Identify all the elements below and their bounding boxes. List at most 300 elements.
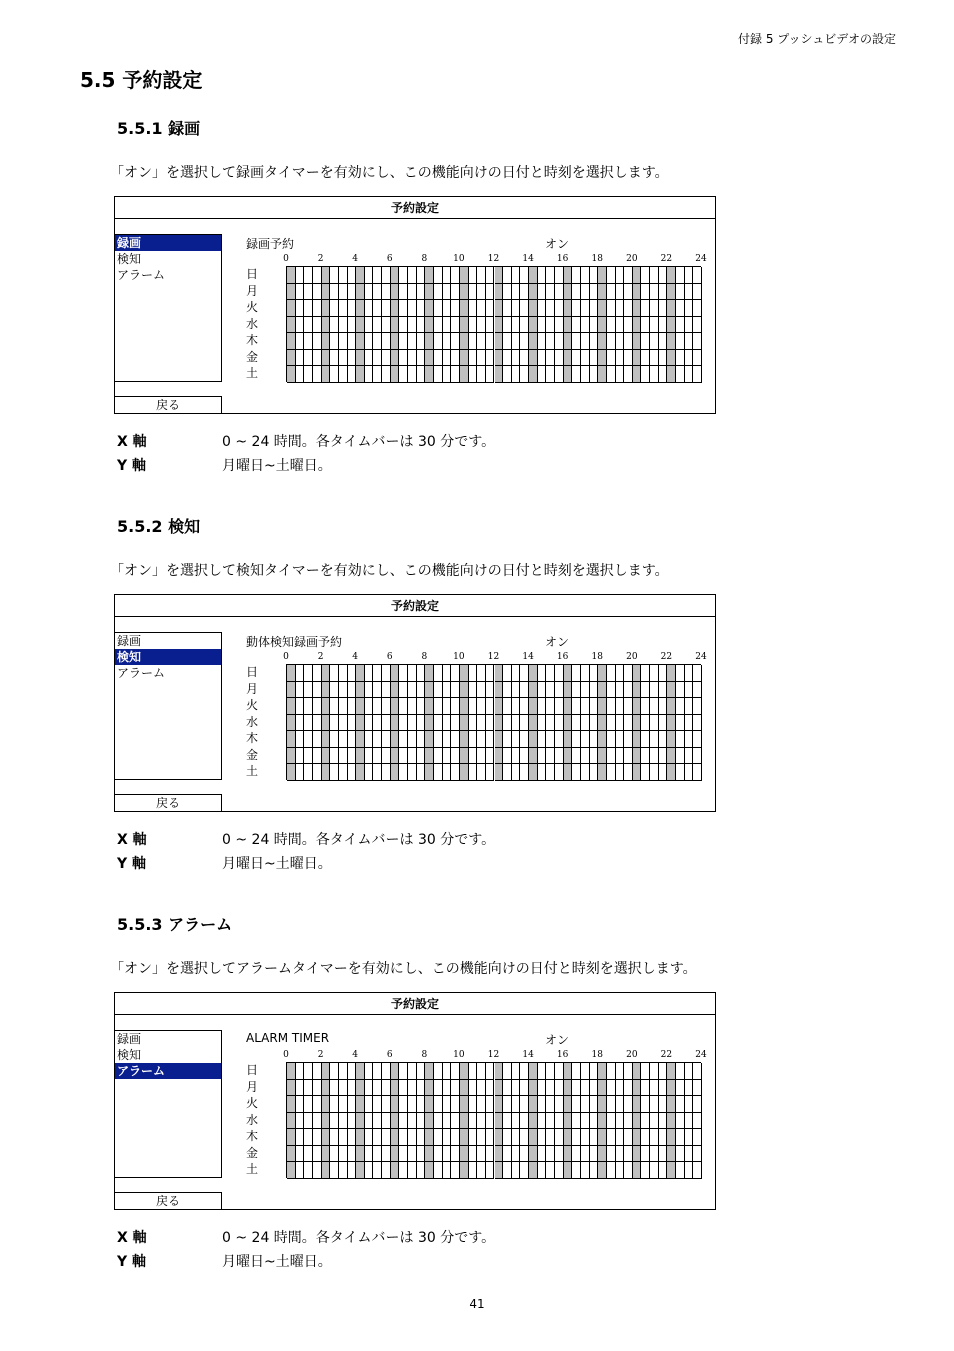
time-slot-cell[interactable]: [495, 300, 504, 317]
time-slot-cell[interactable]: [425, 748, 434, 765]
time-slot-cell[interactable]: [538, 1096, 547, 1113]
time-slot-cell[interactable]: [520, 366, 529, 383]
time-slot-cell[interactable]: [546, 1162, 555, 1179]
time-slot-cell[interactable]: [304, 300, 313, 317]
time-slot-cell[interactable]: [495, 1063, 504, 1080]
time-slot-cell[interactable]: [693, 300, 702, 317]
time-slot-cell[interactable]: [313, 764, 322, 781]
time-slot-cell[interactable]: [451, 267, 460, 284]
time-slot-cell[interactable]: [391, 284, 400, 301]
time-slot-cell[interactable]: [365, 1096, 374, 1113]
time-slot-cell[interactable]: [313, 715, 322, 732]
time-slot-cell[interactable]: [633, 748, 642, 765]
time-slot-cell[interactable]: [650, 1080, 659, 1097]
time-slot-cell[interactable]: [503, 300, 512, 317]
time-slot-cell[interactable]: [659, 267, 668, 284]
time-slot-cell[interactable]: [348, 1080, 357, 1097]
time-slot-cell[interactable]: [373, 1063, 382, 1080]
time-slot-cell[interactable]: [417, 267, 426, 284]
time-slot-cell[interactable]: [581, 1146, 590, 1163]
time-slot-cell[interactable]: [348, 300, 357, 317]
time-slot-cell[interactable]: [339, 1113, 348, 1130]
time-slot-cell[interactable]: [304, 731, 313, 748]
time-slot-cell[interactable]: [520, 267, 529, 284]
time-slot-cell[interactable]: [443, 284, 452, 301]
time-slot-cell[interactable]: [296, 748, 305, 765]
time-slot-cell[interactable]: [512, 682, 521, 699]
time-slot-cell[interactable]: [503, 1146, 512, 1163]
time-slot-cell[interactable]: [486, 698, 495, 715]
time-slot-cell[interactable]: [391, 300, 400, 317]
time-slot-cell[interactable]: [529, 748, 538, 765]
time-slot-cell[interactable]: [469, 1146, 478, 1163]
time-slot-cell[interactable]: [581, 1063, 590, 1080]
time-slot-cell[interactable]: [417, 1113, 426, 1130]
time-slot-cell[interactable]: [460, 682, 469, 699]
time-slot-cell[interactable]: [503, 665, 512, 682]
time-slot-cell[interactable]: [391, 698, 400, 715]
time-slot-cell[interactable]: [434, 366, 443, 383]
time-slot-cell[interactable]: [676, 764, 685, 781]
time-slot-cell[interactable]: [667, 731, 676, 748]
time-slot-cell[interactable]: [391, 317, 400, 334]
time-slot-cell[interactable]: [512, 317, 521, 334]
time-slot-cell[interactable]: [330, 1146, 339, 1163]
time-slot-cell[interactable]: [356, 698, 365, 715]
time-slot-cell[interactable]: [590, 1113, 599, 1130]
time-slot-cell[interactable]: [434, 267, 443, 284]
time-slot-cell[interactable]: [667, 682, 676, 699]
time-slot-cell[interactable]: [667, 1162, 676, 1179]
time-slot-cell[interactable]: [520, 284, 529, 301]
status-toggle[interactable]: オン: [545, 1033, 570, 1047]
time-slot-cell[interactable]: [650, 300, 659, 317]
time-slot-cell[interactable]: [322, 1080, 331, 1097]
time-slot-cell[interactable]: [503, 366, 512, 383]
time-slot-cell[interactable]: [624, 366, 633, 383]
time-slot-cell[interactable]: [616, 317, 625, 334]
time-slot-cell[interactable]: [581, 267, 590, 284]
time-slot-cell[interactable]: [399, 665, 408, 682]
time-slot-cell[interactable]: [443, 267, 452, 284]
time-slot-cell[interactable]: [581, 333, 590, 350]
time-slot-cell[interactable]: [581, 682, 590, 699]
time-slot-cell[interactable]: [555, 366, 564, 383]
time-slot-cell[interactable]: [443, 1146, 452, 1163]
time-slot-cell[interactable]: [399, 1080, 408, 1097]
time-slot-cell[interactable]: [572, 1146, 581, 1163]
time-slot-cell[interactable]: [373, 665, 382, 682]
time-slot-cell[interactable]: [641, 317, 650, 334]
time-slot-cell[interactable]: [495, 682, 504, 699]
time-slot-cell[interactable]: [624, 1080, 633, 1097]
time-slot-cell[interactable]: [287, 1162, 296, 1179]
time-slot-cell[interactable]: [520, 1080, 529, 1097]
time-slot-cell[interactable]: [287, 1080, 296, 1097]
time-slot-cell[interactable]: [322, 1063, 331, 1080]
time-slot-cell[interactable]: [607, 698, 616, 715]
time-slot-cell[interactable]: [477, 366, 486, 383]
time-slot-cell[interactable]: [287, 698, 296, 715]
time-slot-cell[interactable]: [685, 1113, 694, 1130]
time-slot-cell[interactable]: [330, 748, 339, 765]
time-slot-cell[interactable]: [356, 715, 365, 732]
time-slot-cell[interactable]: [512, 1146, 521, 1163]
time-slot-cell[interactable]: [486, 317, 495, 334]
time-slot-cell[interactable]: [693, 1096, 702, 1113]
time-slot-cell[interactable]: [520, 1063, 529, 1080]
time-slot-cell[interactable]: [399, 300, 408, 317]
time-slot-cell[interactable]: [495, 317, 504, 334]
time-slot-cell[interactable]: [607, 1096, 616, 1113]
time-slot-cell[interactable]: [348, 317, 357, 334]
time-slot-cell[interactable]: [581, 764, 590, 781]
time-slot-cell[interactable]: [607, 1162, 616, 1179]
time-slot-cell[interactable]: [339, 1146, 348, 1163]
menu-item[interactable]: 録画: [117, 634, 142, 648]
time-slot-cell[interactable]: [546, 1113, 555, 1130]
time-slot-cell[interactable]: [546, 1096, 555, 1113]
time-slot-cell[interactable]: [460, 748, 469, 765]
time-slot-cell[interactable]: [633, 350, 642, 367]
time-slot-cell[interactable]: [451, 731, 460, 748]
time-slot-cell[interactable]: [650, 366, 659, 383]
time-slot-cell[interactable]: [304, 748, 313, 765]
time-slot-cell[interactable]: [641, 350, 650, 367]
time-slot-cell[interactable]: [616, 665, 625, 682]
time-slot-cell[interactable]: [659, 1063, 668, 1080]
time-slot-cell[interactable]: [546, 350, 555, 367]
time-slot-cell[interactable]: [451, 698, 460, 715]
time-slot-cell[interactable]: [296, 665, 305, 682]
time-slot-cell[interactable]: [322, 698, 331, 715]
time-slot-cell[interactable]: [693, 764, 702, 781]
time-slot-cell[interactable]: [408, 1080, 417, 1097]
time-slot-cell[interactable]: [616, 284, 625, 301]
time-slot-cell[interactable]: [598, 317, 607, 334]
time-slot-cell[interactable]: [572, 317, 581, 334]
time-slot-cell[interactable]: [693, 1113, 702, 1130]
time-slot-cell[interactable]: [373, 764, 382, 781]
time-slot-cell[interactable]: [287, 682, 296, 699]
time-slot-cell[interactable]: [408, 350, 417, 367]
time-slot-cell[interactable]: [503, 764, 512, 781]
time-slot-cell[interactable]: [572, 1063, 581, 1080]
time-slot-cell[interactable]: [339, 333, 348, 350]
time-slot-cell[interactable]: [693, 682, 702, 699]
time-slot-cell[interactable]: [564, 1129, 573, 1146]
time-slot-cell[interactable]: [451, 333, 460, 350]
time-slot-cell[interactable]: [313, 267, 322, 284]
time-slot-cell[interactable]: [598, 350, 607, 367]
time-slot-cell[interactable]: [391, 350, 400, 367]
time-slot-cell[interactable]: [399, 267, 408, 284]
time-slot-cell[interactable]: [546, 698, 555, 715]
time-slot-cell[interactable]: [313, 665, 322, 682]
time-slot-cell[interactable]: [676, 1113, 685, 1130]
time-slot-cell[interactable]: [434, 682, 443, 699]
menu-item[interactable]: 録画: [117, 1032, 142, 1046]
time-slot-cell[interactable]: [296, 698, 305, 715]
time-slot-cell[interactable]: [313, 1096, 322, 1113]
time-slot-cell[interactable]: [477, 333, 486, 350]
time-slot-cell[interactable]: [685, 300, 694, 317]
time-slot-cell[interactable]: [469, 1113, 478, 1130]
time-slot-cell[interactable]: [348, 350, 357, 367]
time-slot-cell[interactable]: [356, 682, 365, 699]
time-slot-cell[interactable]: [356, 284, 365, 301]
time-slot-cell[interactable]: [391, 366, 400, 383]
time-slot-cell[interactable]: [313, 698, 322, 715]
time-slot-cell[interactable]: [408, 1129, 417, 1146]
time-slot-cell[interactable]: [417, 1080, 426, 1097]
time-slot-cell[interactable]: [555, 764, 564, 781]
time-slot-cell[interactable]: [425, 300, 434, 317]
time-slot-cell[interactable]: [633, 333, 642, 350]
time-slot-cell[interactable]: [598, 731, 607, 748]
time-slot-cell[interactable]: [659, 748, 668, 765]
time-slot-cell[interactable]: [287, 317, 296, 334]
time-slot-cell[interactable]: [564, 267, 573, 284]
time-slot-cell[interactable]: [365, 284, 374, 301]
time-slot-cell[interactable]: [590, 284, 599, 301]
time-slot-cell[interactable]: [486, 284, 495, 301]
time-slot-cell[interactable]: [512, 284, 521, 301]
time-slot-cell[interactable]: [520, 1146, 529, 1163]
time-slot-cell[interactable]: [425, 731, 434, 748]
time-slot-cell[interactable]: [581, 300, 590, 317]
time-slot-cell[interactable]: [330, 764, 339, 781]
time-slot-cell[interactable]: [287, 333, 296, 350]
time-slot-cell[interactable]: [348, 333, 357, 350]
time-slot-cell[interactable]: [607, 1080, 616, 1097]
time-slot-cell[interactable]: [607, 284, 616, 301]
time-slot-cell[interactable]: [659, 764, 668, 781]
time-slot-cell[interactable]: [607, 1113, 616, 1130]
time-slot-cell[interactable]: [495, 350, 504, 367]
time-slot-cell[interactable]: [322, 764, 331, 781]
time-slot-cell[interactable]: [572, 748, 581, 765]
time-slot-cell[interactable]: [322, 333, 331, 350]
time-slot-cell[interactable]: [287, 715, 296, 732]
time-slot-cell[interactable]: [624, 715, 633, 732]
time-slot-cell[interactable]: [659, 665, 668, 682]
time-slot-cell[interactable]: [520, 1113, 529, 1130]
menu-item[interactable]: アラーム: [117, 666, 166, 680]
time-slot-cell[interactable]: [486, 1129, 495, 1146]
time-slot-cell[interactable]: [667, 333, 676, 350]
time-slot-cell[interactable]: [460, 300, 469, 317]
time-slot-cell[interactable]: [555, 284, 564, 301]
time-slot-cell[interactable]: [520, 300, 529, 317]
time-slot-cell[interactable]: [330, 1162, 339, 1179]
time-slot-cell[interactable]: [425, 1080, 434, 1097]
time-slot-cell[interactable]: [287, 665, 296, 682]
time-slot-cell[interactable]: [503, 1162, 512, 1179]
time-slot-cell[interactable]: [382, 748, 391, 765]
time-slot-cell[interactable]: [399, 1129, 408, 1146]
time-slot-cell[interactable]: [287, 1063, 296, 1080]
time-slot-cell[interactable]: [503, 731, 512, 748]
time-slot-cell[interactable]: [581, 1162, 590, 1179]
time-slot-cell[interactable]: [313, 1063, 322, 1080]
time-slot-cell[interactable]: [624, 748, 633, 765]
time-slot-cell[interactable]: [399, 715, 408, 732]
time-slot-cell[interactable]: [520, 764, 529, 781]
time-slot-cell[interactable]: [486, 267, 495, 284]
time-slot-cell[interactable]: [503, 715, 512, 732]
time-slot-cell[interactable]: [693, 698, 702, 715]
time-slot-cell[interactable]: [296, 1096, 305, 1113]
time-slot-cell[interactable]: [451, 300, 460, 317]
time-slot-cell[interactable]: [296, 284, 305, 301]
time-slot-cell[interactable]: [572, 267, 581, 284]
time-slot-cell[interactable]: [451, 748, 460, 765]
time-slot-cell[interactable]: [667, 1080, 676, 1097]
time-slot-cell[interactable]: [659, 366, 668, 383]
time-slot-cell[interactable]: [590, 715, 599, 732]
time-slot-cell[interactable]: [512, 1096, 521, 1113]
time-slot-cell[interactable]: [408, 1162, 417, 1179]
time-slot-cell[interactable]: [348, 665, 357, 682]
time-slot-cell[interactable]: [348, 1096, 357, 1113]
time-slot-cell[interactable]: [685, 284, 694, 301]
time-slot-cell[interactable]: [322, 731, 331, 748]
time-slot-cell[interactable]: [624, 764, 633, 781]
time-slot-cell[interactable]: [676, 1096, 685, 1113]
time-slot-cell[interactable]: [564, 284, 573, 301]
time-slot-cell[interactable]: [434, 748, 443, 765]
time-slot-cell[interactable]: [339, 682, 348, 699]
time-slot-cell[interactable]: [685, 1162, 694, 1179]
time-slot-cell[interactable]: [322, 1096, 331, 1113]
time-slot-cell[interactable]: [399, 1096, 408, 1113]
time-slot-cell[interactable]: [486, 682, 495, 699]
time-slot-cell[interactable]: [529, 284, 538, 301]
time-slot-cell[interactable]: [607, 267, 616, 284]
time-slot-cell[interactable]: [529, 1063, 538, 1080]
time-slot-cell[interactable]: [296, 1080, 305, 1097]
time-slot-cell[interactable]: [330, 267, 339, 284]
time-slot-cell[interactable]: [365, 333, 374, 350]
time-slot-cell[interactable]: [495, 731, 504, 748]
time-slot-cell[interactable]: [408, 284, 417, 301]
time-slot-cell[interactable]: [495, 748, 504, 765]
time-slot-cell[interactable]: [330, 317, 339, 334]
time-slot-cell[interactable]: [607, 748, 616, 765]
time-slot-cell[interactable]: [365, 665, 374, 682]
time-slot-cell[interactable]: [313, 1162, 322, 1179]
menu-item[interactable]: アラーム: [117, 268, 166, 282]
time-slot-cell[interactable]: [581, 665, 590, 682]
back-button[interactable]: 戻る: [115, 1192, 222, 1210]
time-slot-cell[interactable]: [287, 1113, 296, 1130]
time-slot-cell[interactable]: [616, 715, 625, 732]
time-slot-cell[interactable]: [365, 715, 374, 732]
time-slot-cell[interactable]: [616, 300, 625, 317]
time-slot-cell[interactable]: [529, 267, 538, 284]
time-slot-cell[interactable]: [633, 1162, 642, 1179]
time-slot-cell[interactable]: [348, 682, 357, 699]
time-slot-cell[interactable]: [529, 333, 538, 350]
time-slot-cell[interactable]: [434, 1146, 443, 1163]
time-slot-cell[interactable]: [667, 665, 676, 682]
time-slot-cell[interactable]: [391, 1129, 400, 1146]
time-slot-cell[interactable]: [425, 1146, 434, 1163]
time-slot-cell[interactable]: [391, 1146, 400, 1163]
time-slot-cell[interactable]: [624, 1129, 633, 1146]
time-slot-cell[interactable]: [365, 267, 374, 284]
time-slot-cell[interactable]: [356, 317, 365, 334]
time-slot-cell[interactable]: [451, 1146, 460, 1163]
time-slot-cell[interactable]: [373, 350, 382, 367]
time-slot-cell[interactable]: [624, 284, 633, 301]
time-slot-cell[interactable]: [313, 748, 322, 765]
time-slot-cell[interactable]: [486, 366, 495, 383]
time-slot-cell[interactable]: [555, 350, 564, 367]
time-slot-cell[interactable]: [598, 300, 607, 317]
time-slot-cell[interactable]: [581, 731, 590, 748]
time-slot-cell[interactable]: [624, 300, 633, 317]
time-slot-cell[interactable]: [365, 366, 374, 383]
time-slot-cell[interactable]: [373, 1146, 382, 1163]
time-slot-cell[interactable]: [408, 300, 417, 317]
time-slot-cell[interactable]: [685, 665, 694, 682]
time-slot-cell[interactable]: [641, 1129, 650, 1146]
time-slot-cell[interactable]: [365, 1080, 374, 1097]
time-slot-cell[interactable]: [469, 1129, 478, 1146]
time-slot-cell[interactable]: [322, 748, 331, 765]
time-slot-cell[interactable]: [590, 366, 599, 383]
time-slot-cell[interactable]: [287, 284, 296, 301]
time-slot-cell[interactable]: [616, 731, 625, 748]
time-slot-cell[interactable]: [538, 350, 547, 367]
back-button[interactable]: 戻る: [115, 794, 222, 812]
time-slot-cell[interactable]: [391, 1096, 400, 1113]
time-slot-cell[interactable]: [460, 267, 469, 284]
time-slot-cell[interactable]: [590, 333, 599, 350]
time-slot-cell[interactable]: [373, 682, 382, 699]
time-slot-cell[interactable]: [667, 267, 676, 284]
time-slot-cell[interactable]: [330, 715, 339, 732]
time-slot-cell[interactable]: [322, 1146, 331, 1163]
time-slot-cell[interactable]: [685, 350, 694, 367]
time-slot-cell[interactable]: [469, 764, 478, 781]
time-slot-cell[interactable]: [512, 1129, 521, 1146]
time-slot-cell[interactable]: [641, 698, 650, 715]
time-slot-cell[interactable]: [520, 317, 529, 334]
time-slot-cell[interactable]: [469, 267, 478, 284]
time-slot-cell[interactable]: [486, 1146, 495, 1163]
time-slot-cell[interactable]: [365, 1113, 374, 1130]
time-slot-cell[interactable]: [330, 682, 339, 699]
time-slot-cell[interactable]: [633, 1129, 642, 1146]
time-slot-cell[interactable]: [408, 731, 417, 748]
time-slot-cell[interactable]: [659, 682, 668, 699]
time-slot-cell[interactable]: [633, 764, 642, 781]
time-slot-cell[interactable]: [382, 366, 391, 383]
time-slot-cell[interactable]: [512, 1113, 521, 1130]
time-slot-cell[interactable]: [373, 715, 382, 732]
time-slot-cell[interactable]: [417, 300, 426, 317]
time-slot-cell[interactable]: [408, 267, 417, 284]
time-slot-cell[interactable]: [382, 1146, 391, 1163]
time-slot-cell[interactable]: [365, 350, 374, 367]
time-slot-cell[interactable]: [667, 366, 676, 383]
time-slot-cell[interactable]: [356, 764, 365, 781]
time-slot-cell[interactable]: [693, 1146, 702, 1163]
time-slot-cell[interactable]: [356, 1146, 365, 1163]
